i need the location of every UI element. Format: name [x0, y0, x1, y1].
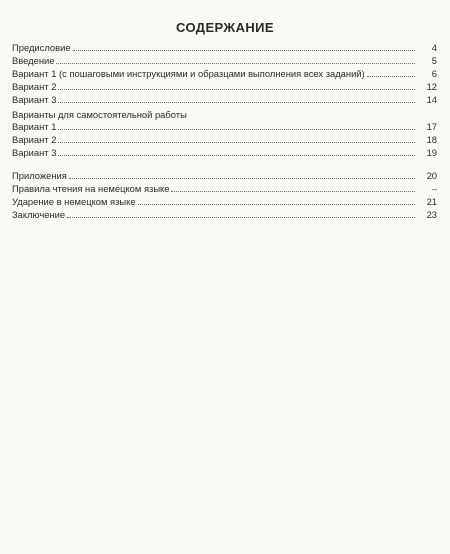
- toc-entry-label: Правила чтения на немецком языке: [12, 183, 170, 194]
- toc-entry-page: 12: [426, 81, 437, 92]
- toc-entry-self-variant-1: [12, 121, 437, 133]
- leader-dots: [171, 191, 415, 192]
- leader-dots: [367, 76, 415, 77]
- toc-entry-label: Вариант 3: [12, 147, 57, 158]
- toc-entry-label: Вариант 2: [12, 81, 57, 92]
- toc-entry-page: 18: [426, 134, 437, 145]
- toc-entry-label: Введение: [12, 55, 55, 66]
- toc-section-label: Варианты для самостоятельной работы: [12, 109, 187, 120]
- toc-entry-appendices: [12, 170, 437, 182]
- toc-entry-reading-rules: [12, 183, 437, 195]
- toc-entry-self-variant-3: [12, 147, 437, 159]
- toc-entry-introduction: [12, 55, 437, 67]
- toc-entry-page: 5: [431, 55, 437, 66]
- page-title: СОДЕРЖАНИЕ: [176, 20, 274, 35]
- toc-entry-label: Предисловие: [12, 42, 71, 53]
- toc-entry-variant-2: [12, 81, 437, 93]
- leader-dots: [58, 142, 415, 143]
- leader-dots: [58, 155, 415, 156]
- toc-entry-page: 21: [426, 196, 437, 207]
- toc-section-heading: [12, 109, 437, 121]
- toc-entry-label: Вариант 3: [12, 94, 57, 105]
- toc-entry-page: –: [431, 183, 437, 194]
- toc-entry-label: Вариант 2: [12, 134, 57, 145]
- leader-dots: [69, 178, 415, 179]
- toc-entry-page: 6: [431, 68, 437, 79]
- leader-dots: [138, 204, 415, 205]
- toc-entry-variant-1: [12, 68, 437, 80]
- leader-dots: [67, 217, 415, 218]
- leader-dots: [58, 89, 415, 90]
- toc-entry-self-variant-2: [12, 134, 437, 146]
- toc-entry-stress: [12, 196, 437, 208]
- toc-entry-page: 17: [426, 121, 437, 132]
- toc-entry-label: Приложения: [12, 170, 67, 181]
- leader-dots: [58, 102, 415, 103]
- leader-dots: [58, 129, 415, 130]
- toc-entry-page: 14: [426, 94, 437, 105]
- toc-entry-page: 19: [426, 147, 437, 158]
- toc-entry-page: 20: [426, 170, 437, 181]
- toc-entry-page: 4: [431, 42, 437, 53]
- leader-dots: [73, 50, 415, 51]
- toc-entry-label: Заключение: [12, 209, 66, 220]
- toc-entry-conclusion: [12, 209, 437, 221]
- leader-dots: [56, 63, 415, 64]
- toc-entry-page: 23: [426, 209, 437, 220]
- toc-entry-label: Ударение в немецком языке: [12, 196, 136, 207]
- toc-entry-preface: [12, 42, 437, 54]
- toc-entry-label: Вариант 1: [12, 121, 57, 132]
- toc-entry-label: Вариант 1 (с пошаговыми инструкциями и образцами выполнения всех заданий): [12, 68, 365, 79]
- toc-entry-variant-3: [12, 94, 437, 106]
